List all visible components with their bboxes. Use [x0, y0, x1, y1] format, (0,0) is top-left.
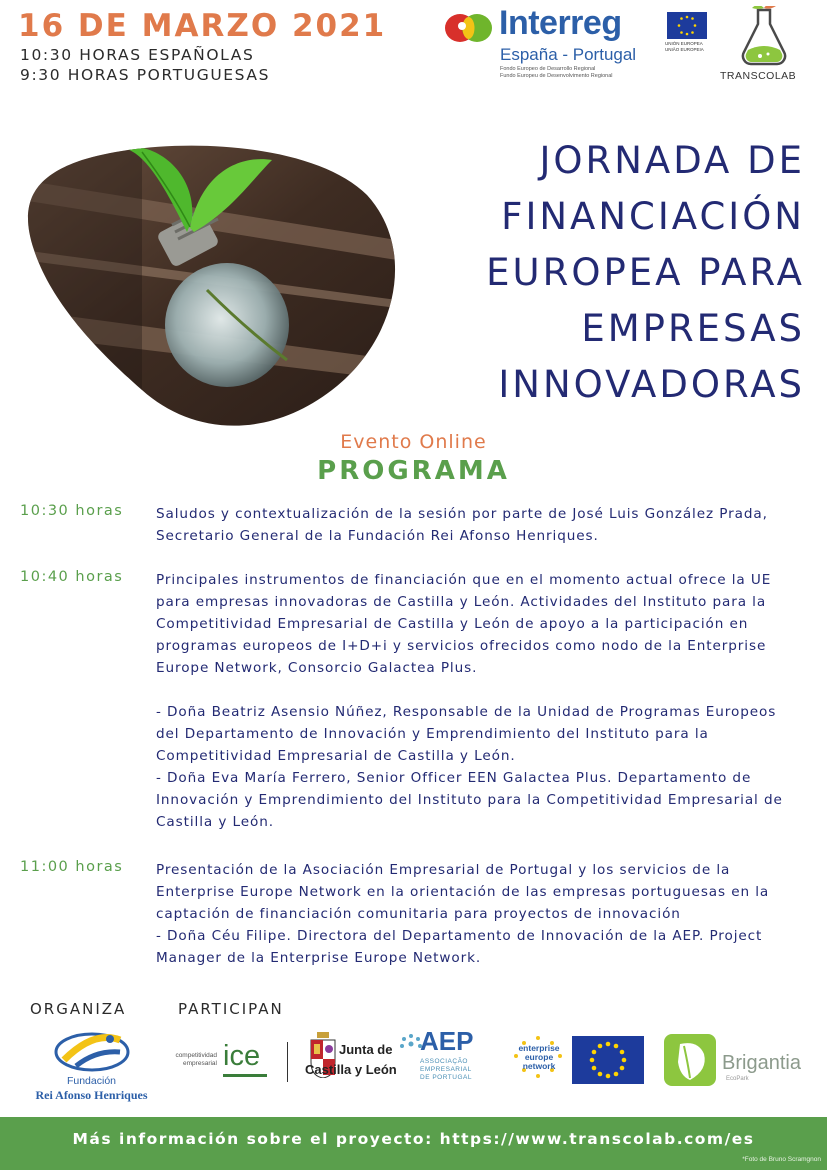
brigantia-wordmark: Brigantia [722, 1052, 801, 1074]
time-spain: 10:30 HORAS ESPAÑOLAS [20, 46, 255, 64]
hero-lightbulb-plant-image [22, 140, 397, 430]
title-line: JORNADA DE [539, 139, 805, 182]
photo-credit: *Foto de Bruno Scramgnon [742, 1156, 821, 1163]
eu-flag-icon [667, 12, 707, 39]
project-info-link[interactable]: Más información sobre el proyecto: https://www.transcolab.com/es [72, 1130, 755, 1148]
agenda-item [20, 569, 815, 839]
ice-tagline: competitividad empresarial [175, 1052, 217, 1067]
organiza-label: ORGANIZA [30, 1000, 127, 1018]
brigantia-leaf-icon [662, 1032, 718, 1088]
brigantia-subtitle: EcoPark [726, 1076, 749, 1082]
agenda-item [20, 503, 815, 553]
fundacion-rei-afonso-logo [24, 1030, 159, 1105]
event-title [385, 133, 805, 413]
brigantia-ecopark-logo [662, 1032, 812, 1088]
agenda-description [156, 859, 796, 969]
flask-icon [736, 6, 792, 68]
title-line: EUROPEA PARA [486, 251, 805, 294]
aep-subtitle: ASSOCIAÇÃO EMPRESARIAL DE PORTUGAL [420, 1058, 472, 1081]
interreg-logo [444, 4, 710, 84]
ice-wordmark: ice [223, 1040, 261, 1072]
aep-wordmark: AEP [420, 1026, 474, 1056]
title-line: INNOVADORAS [498, 363, 805, 406]
ice-underline [223, 1074, 267, 1077]
agenda-speaker: - Doña Eva María Ferrero, Senior Officer EEN Galactea Plus. Departamento de Innovación y Emprendimiento del Instituto para la Competitividad Empresarial de Castilla y León. [156, 770, 783, 830]
event-date: 16 DE MARZO 2021 [18, 8, 387, 44]
fundacion-name: Rei Afonso Henriques [35, 1088, 148, 1102]
agenda-paragraph: Principales instrumentos de financiación que en el momento actual ofrece la UE para empresas innovadoras de Castilla y León. Actividades del Instituto para la Competitividad Empresarial de Castilla y León de apoyo a la participación en programas europeos de I+D+i y servicios ofrecidos como nodo de la Enterprise Europe Network, Consorcio Galactea Plus. [156, 572, 772, 676]
fundacion-emblem-icon [24, 1030, 159, 1076]
transcolab-name: TRANSCOLAB [720, 70, 797, 82]
agenda-item [20, 859, 815, 971]
interreg-subtitle: España - Portugal [500, 45, 637, 64]
aep-logo [398, 1026, 488, 1090]
fundacion-label: Fundación [66, 1075, 117, 1087]
agenda-description [156, 569, 796, 833]
eu-label: UNIÓN EUROPEA UNIÃO EUROPEIA [665, 41, 704, 52]
een-wordmark: enterprise europe network [518, 1043, 560, 1071]
divider [287, 1042, 288, 1082]
agenda-paragraph: Presentación de la Asociación Empresarial de Portugal y los servicios de la Enterprise Europe Network en la orientación de las empresas portuguesas en la captación de financiación comunitaria para proyectos de innovación [156, 862, 770, 922]
eu-flag-icon [572, 1036, 644, 1084]
participan-label: PARTICIPAN [178, 1000, 284, 1018]
section-title: PROGRAMA [317, 456, 510, 486]
junta-name: Castilla y León [305, 1062, 397, 1077]
agenda-description [156, 503, 796, 547]
enterprise-europe-network-logo [508, 1034, 568, 1084]
agenda-paragraph: Saludos y contextualización de la sesión por parte de José Luis González Prada, Secretario General de la Fundación Rei Afonso Henriques. [156, 506, 768, 544]
interreg-fine-print: Fondo Europeo de Desarrollo Regional Fundo Europeu de Desenvolvimento Regional [500, 66, 613, 79]
agenda-time: 10:40 horas [20, 569, 124, 585]
junta-label: Junta de [339, 1042, 393, 1057]
title-line: EMPRESAS [581, 307, 805, 350]
agenda-speaker: - Doña Beatriz Asensio Núñez, Responsable de la Unidad de Programas Europeos del Departamento de Innovación y Emprendimiento del Instituto para la Competitividad Empresarial de Castilla y León. [156, 704, 777, 764]
time-portugal: 9:30 HORAS PORTUGUESAS [20, 66, 271, 84]
agenda-time: 10:30 horas [20, 503, 124, 519]
interreg-emblem-icon [444, 12, 494, 44]
event-type: Evento Online [340, 431, 487, 453]
transcolab-logo [718, 6, 810, 86]
ice-logo [163, 1042, 273, 1082]
agenda-time: 11:00 horas [20, 859, 124, 875]
interreg-wordmark: Interreg [499, 4, 622, 42]
title-line: FINANCIACIÓN [501, 195, 805, 238]
junta-castilla-leon-logo [303, 1032, 398, 1087]
agenda-speaker: - Doña Céu Filipe. Directora del Departamento de Innovación de la AEP. Project Manager de la Enterprise Europe Network. [156, 928, 763, 966]
